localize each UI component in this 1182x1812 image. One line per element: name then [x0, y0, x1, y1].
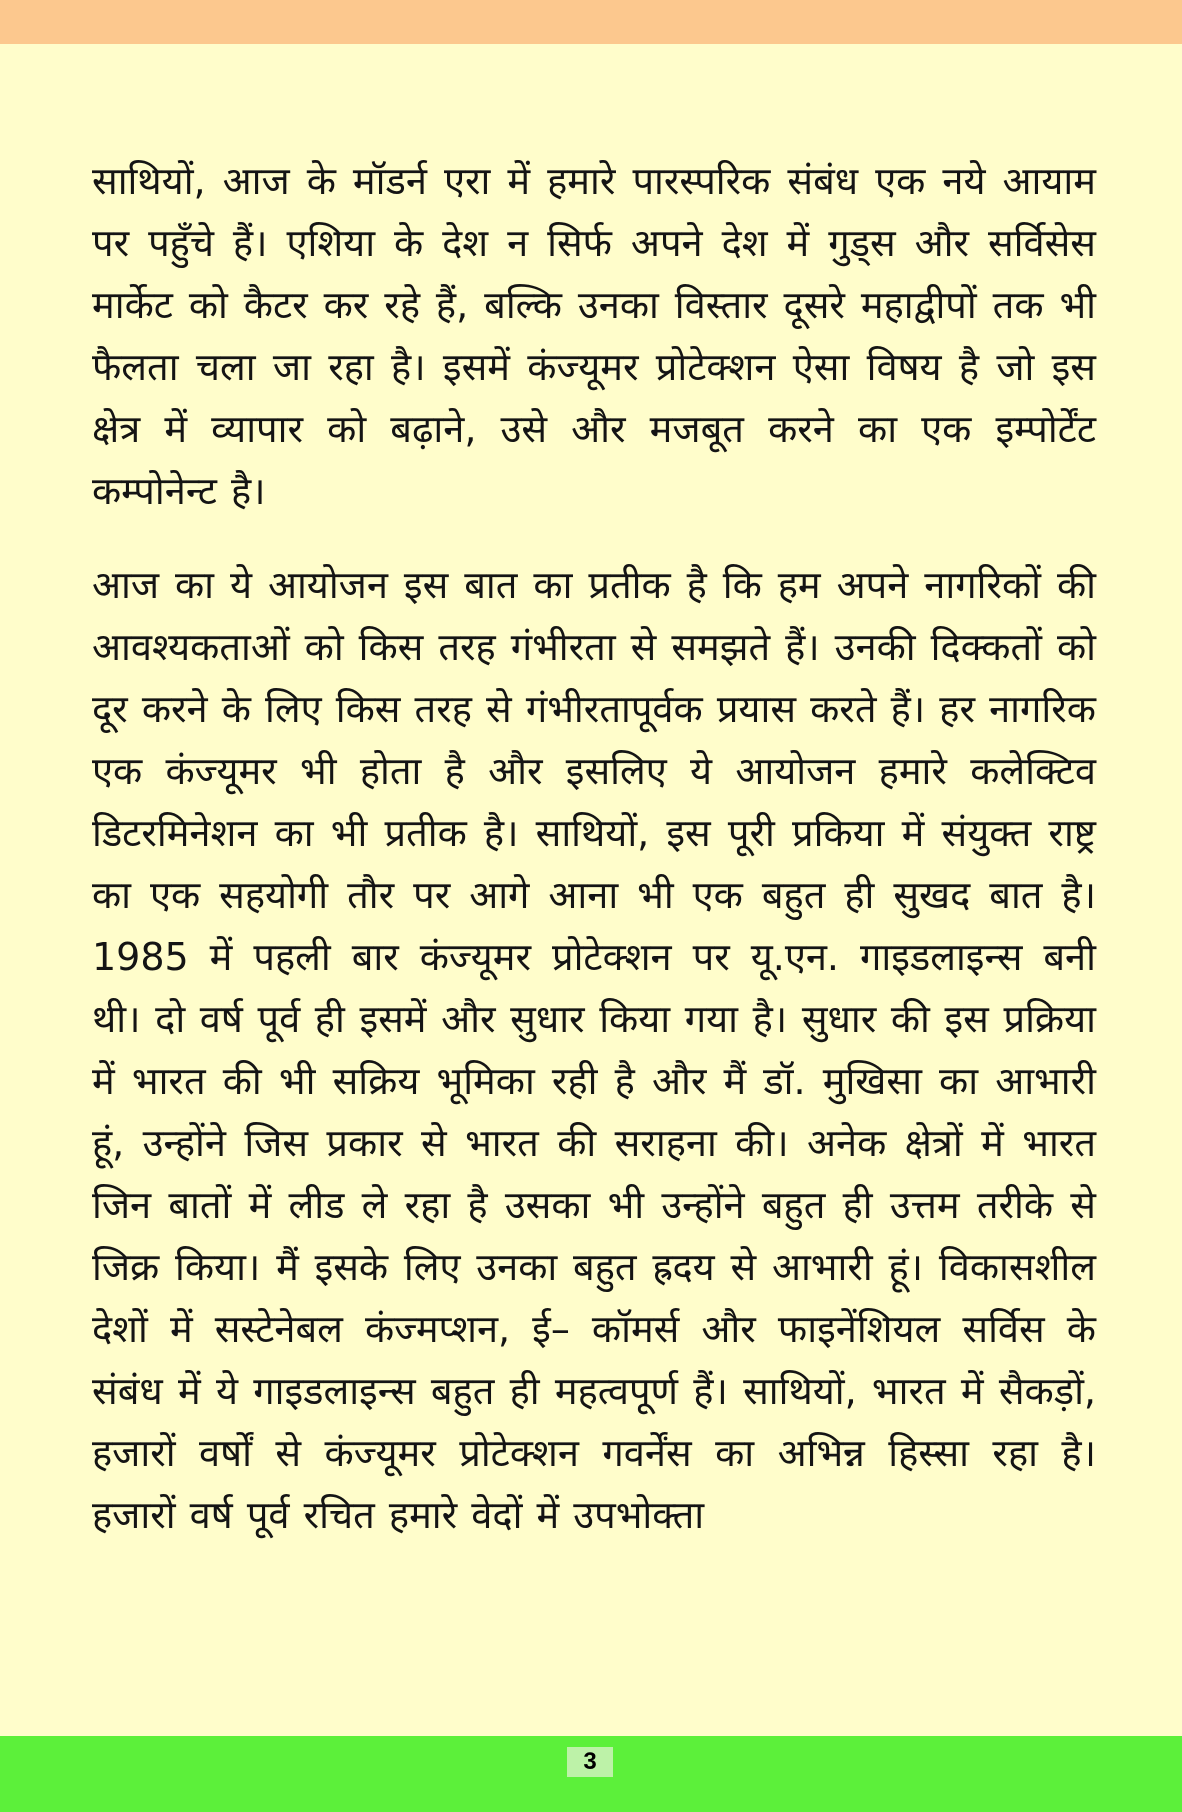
paragraph-2: आज का ये आयोजन इस बात का प्रतीक है कि हम अपने नागरिकों की आवश्यकताओं को किस तरह गंभीरता से समझते हैं। उनकी दिक्कतों को दूर करने के लिए किस तरह से गंभीरतापूर्वक प्रयास करते हैं। हर नागरिक एक कंज्यूमर भी होता है और इसलिए ये आयोजन हमारे कलेक्टिव डिटरमिनेशन का भी प्रतीक है। साथियों, इस पूरी प्रकिया में संयुक्त राष्ट्र का एक सहयोगी तौर पर आगे आना भी एक बहुत ही सुखद बात है। 1985 में पहली बार कंज्यूमर प्रोटेक्शन पर यू.एन. गाइडलाइन्स बनी थी। दो वर्ष पूर्व ही इसमें और सुधार किया गया है। सुधार की इस प्रक्रिया में भारत की भी सक्रिय भूमिका रही है और मैं डॉ. मुखिसा का आभारी हूं, उन्होंने जिस प्रकार से भारत की सराहना की। अनेक क्षेत्रों में भारत जिन बातों में लीड ले रहा है उसका भी उन्होंने बहुत ही उत्तम तरीके से जिक्र किया। मैं इसके लिए उनका बहुत ह्रदय से आभारी हूं। विकासशील देशों में सस्टेनेबल कंज्मप्शन, ई– कॉमर्स और फाइनेंशियल सर्विस के संबंध में ये गाइडलाइन्स बहुत ही महत्वपूर्ण हैं। साथियों, भारत में सैकड़ों, हजारों वर्षों से कंज्यूमर प्रोटेक्शन गवर्नेंस का अभिन्न हिस्सा रहा है। हजारों वर्ष पूर्व रचित हमारे वेदों में उपभोक्ता	[92, 563, 1097, 1537]
paragraph-1: साथियों, आज के मॉडर्न एरा में हमारे पारस्परिक संबंध एक नये आयाम पर पहुँचे हैं। एशिया के देश न सिर्फ अपने देश में गुड्स और सर्विसेस मार्केट को कैटर कर रहे हैं, बल्कि उनका विस्तार दूसरे महाद्वीपों तक भी फैलता चला जा रहा है। इसमें कंज्यूमर प्रोटेक्शन ऐसा विषय है जो इस क्षेत्र में व्यापार को बढ़ाने, उसे और मजबूत करने का एक इम्पोर्टेंट कम्पोनेन्ट है।	[92, 159, 1096, 513]
top-color-band	[0, 0, 1182, 44]
page-body	[92, 150, 1096, 1546]
page-number: 3	[567, 1747, 613, 1777]
